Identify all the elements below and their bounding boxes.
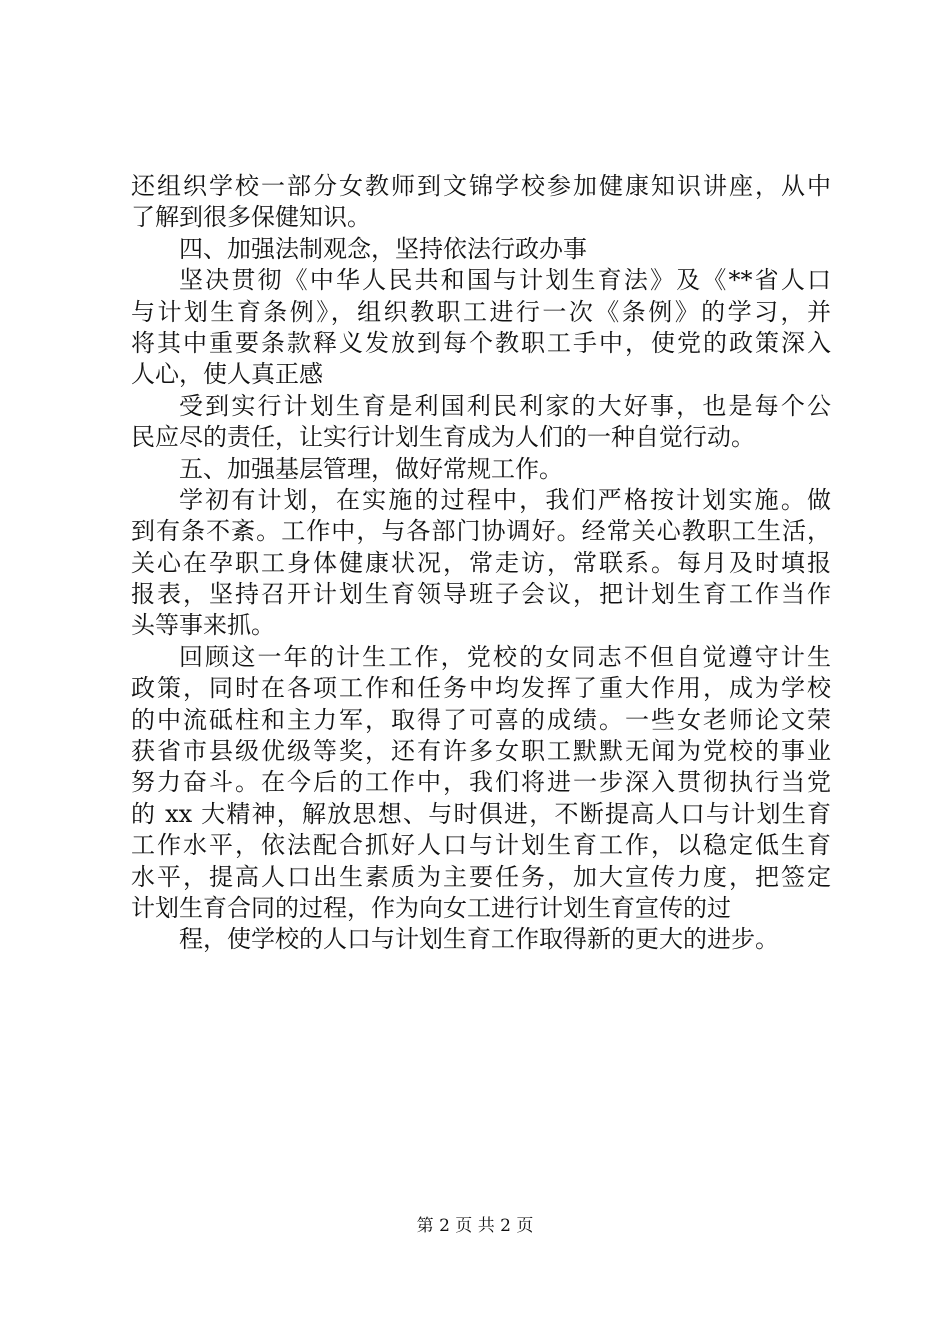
text-line: 获省市县级优级等奖，还有许多女职工默默无闻为党校的事业 (131, 737, 831, 766)
page-footer: 第 2 页 共 2 页 (416, 1216, 534, 1236)
text-line: 民应尽的责任，让实行计划生育成为人们的一种自觉行动。 (131, 423, 755, 452)
text-line: 坚决贯彻《中华人民共和国与计划生育法》及《**省人口 (179, 266, 831, 295)
text-line: 关心在孕职工身体健康状况，常走访，常联系。每月及时填报 (131, 548, 831, 577)
text-line: 受到实行计划生育是利国利民利家的大好事，也是每个公 (179, 391, 831, 420)
text-line: 政策，同时在各项工作和任务中均发挥了重大作用，成为学校 (131, 674, 831, 703)
text-line: 工作水平，依法配合抓好人口与计划生育工作，以稳定低生育 (131, 831, 831, 860)
text-line: 与计划生育条例》，组织教职工进行一次《条例》的学习，并 (131, 297, 831, 326)
text-line: 回顾这一年的计生工作，党校的女同志不但自觉遵守计生 (179, 642, 831, 671)
text-line: 人心，使人真正感 (131, 360, 323, 389)
text-line: 计划生育合同的过程，作为向女工进行计划生育宣传的过 (131, 893, 731, 922)
text-line: 了解到很多保健知识。 (131, 203, 371, 232)
text-line: 到有条不紊。工作中，与各部门协调好。经常关心教职工生活， (131, 517, 831, 546)
body-text (131, 171, 831, 956)
text-line: 还组织学校一部分女教师到文锦学校参加健康知识讲座，从中 (131, 172, 831, 200)
text-line: 水平，提高人口出生素质为主要任务，加大宣传力度，把签定 (131, 862, 831, 891)
text-line: 五、加强基层管理，做好常规工作。 (179, 454, 563, 483)
text-line: 报表，坚持召开计划生育领导班子会议，把计划生育工作当作 (131, 580, 831, 609)
text-line: 头等事来抓。 (131, 611, 275, 640)
text-line: 将其中重要条款释义发放到每个教职工手中，使党的政策深入 (131, 328, 831, 357)
text-line: 四、加强法制观念，坚持依法行政办事 (179, 234, 587, 263)
text-line: 程，使学校的人口与计划生育工作取得新的更大的进步。 (179, 925, 779, 954)
text-line: 努力奋斗。在今后的工作中，我们将进一步深入贯彻执行当党 (131, 768, 831, 797)
text-line: 的中流砥柱和主力军，取得了可喜的成绩。一些女老师论文荣 (131, 705, 831, 734)
text-line: 学初有计划，在实施的过程中，我们严格按计划实施。做 (179, 485, 831, 514)
text-line: 的 xx 大精神，解放思想、与时俱进，不断提高人口与计划生育 (131, 799, 831, 828)
